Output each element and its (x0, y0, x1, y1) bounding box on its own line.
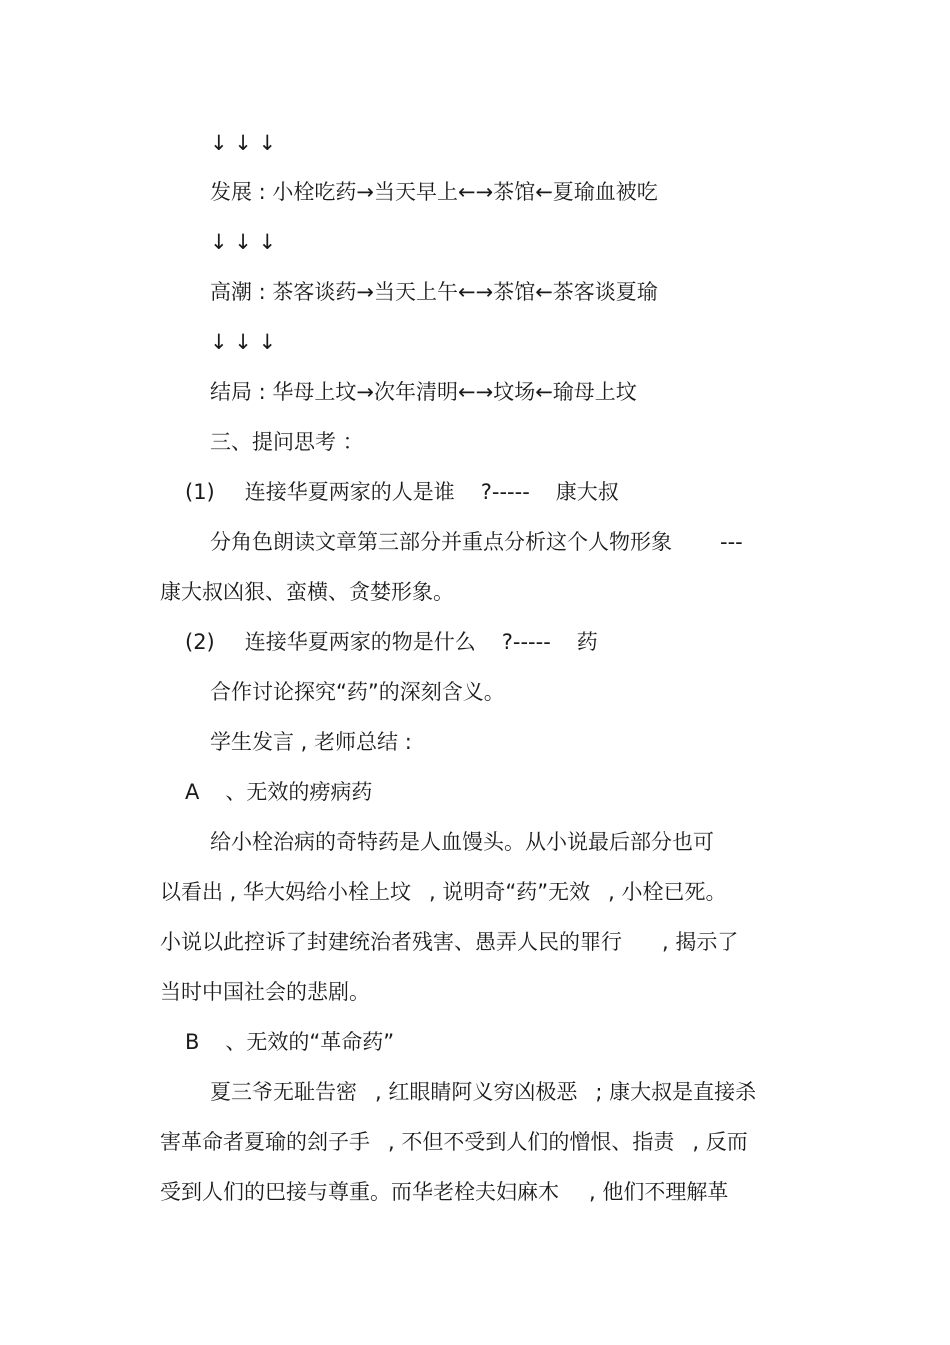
plot-ending-line: 结局 : 华母上坟→次年清明←→坟场←瑜母上坟 (210, 380, 637, 404)
section-b-title: 、无效的“革命药” (225, 1030, 395, 1054)
paragraph-a-line-2-part-1: 以看出 , 华大妈给小栓上坟 (160, 880, 412, 904)
question-1-answer: 康大叔 (555, 480, 619, 504)
paragraph-a-line-3-part-1: 小说以此控诉了封建统治者残害、愚弄人民的罪行 (160, 930, 622, 954)
question-1 (185, 477, 619, 507)
paragraph-a-line-2 (160, 877, 727, 907)
question-2-number: (2) (185, 630, 215, 654)
paragraph-b-line-1-part-1: 夏三爷无耻告密 (210, 1080, 357, 1104)
paragraph-b-line-3 (160, 1177, 728, 1207)
paragraph-a-line-3 (160, 927, 738, 957)
question-1-separator: ?----- (480, 480, 530, 504)
question-1-detail-line-2: 康大叔凶狠、蛮横、贪婪形象。 (160, 580, 454, 604)
paragraph-a-line-3-part-2: , 揭示了 (662, 930, 739, 954)
arrow-row-1: ↓ ↓ ↓ (210, 131, 277, 155)
question-2-detail-1: 合作讨论探究“药”的深刻含义。 (210, 680, 505, 704)
paragraph-a-line-1: 给小栓治病的奇特药是人血馒头。从小说最后部分也可 (210, 830, 714, 854)
paragraph-a-line-2-part-3: , 小栓已死。 (608, 880, 727, 904)
question-1-number: (1) (185, 480, 215, 504)
question-2-detail-2: 学生发言 , 老师总结 : (210, 730, 412, 754)
question-1-text: 连接华夏两家的人是谁 (244, 480, 455, 504)
paragraph-b-line-3-part-2: , 他们不理解革 (589, 1180, 729, 1204)
paragraph-b-line-1-part-3: ; 康大叔是直接杀 (595, 1080, 757, 1104)
arrow-row-2: ↓ ↓ ↓ (210, 230, 277, 254)
arrow-row-3: ↓ ↓ ↓ (210, 330, 277, 354)
paragraph-b-line-1 (210, 1077, 756, 1107)
section-b-letter: B (185, 1030, 200, 1054)
plot-climax-line: 高潮 : 茶客谈药→当天上午←→茶馆←茶客谈夏瑜 (210, 280, 658, 304)
question-2-text: 连接华夏两家的物是什么 (244, 630, 476, 654)
question-2-answer: 药 (576, 630, 598, 654)
paragraph-b-line-2 (160, 1127, 748, 1157)
question-2-separator: ?----- (501, 630, 551, 654)
section-a-letter: A (185, 780, 200, 804)
paragraph-a-line-4: 当时中国社会的悲剧。 (160, 980, 370, 1004)
paragraph-b-line-3-part-1: 受到人们的巴接与尊重。而华老栓夫妇麻木 (160, 1180, 559, 1204)
question-2 (185, 627, 598, 657)
section-b-heading (185, 1027, 394, 1057)
paragraph-a-line-2-part-2: , 说明奇“药”无效 (429, 880, 591, 904)
paragraph-b-line-2-part-3: , 反而 (692, 1130, 748, 1154)
paragraph-b-line-1-part-2: , 红眼睛阿义穷凶极恶 (375, 1080, 578, 1104)
question-1-detail-line-1 (210, 527, 743, 557)
paragraph-b-line-2-part-1: 害革命者夏瑜的刽子手 (160, 1130, 370, 1154)
section-a-title: 、无效的痨病药 (225, 780, 373, 804)
section-a-heading (185, 777, 372, 807)
question-1-detail-text: 分角色朗读文章第三部分并重点分析这个人物形象 (210, 530, 672, 554)
plot-development-line: 发展 : 小栓吃药→当天早上←→茶馆←夏瑜血被吃 (210, 180, 658, 204)
question-1-detail-dash: --- (720, 530, 743, 554)
paragraph-b-line-2-part-2: , 不但不受到人们的憎恨、指责 (388, 1130, 675, 1154)
section-heading-questions: 三、提问思考 ： (210, 430, 364, 454)
